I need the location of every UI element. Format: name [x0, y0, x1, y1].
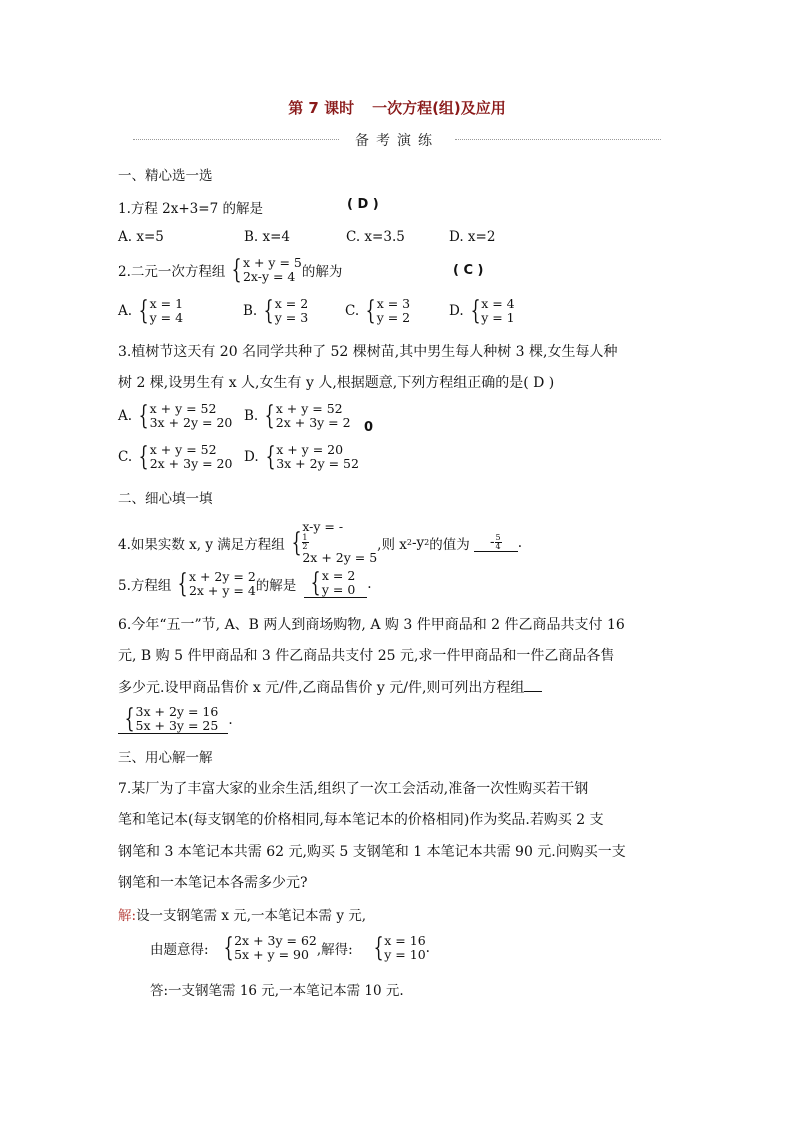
q7-solve-label: ,解得: — [316, 942, 353, 958]
q7-solution-intro — [118, 904, 366, 924]
q4-eq1-den: 2 — [302, 542, 308, 551]
q3-c-r1: x + y = 52 — [149, 442, 217, 457]
q2-eq1: x + y = 5 — [242, 255, 302, 270]
divider-right — [455, 139, 661, 140]
q6-answer — [118, 705, 233, 734]
q5-prefix: 5.方程组 — [118, 577, 172, 594]
q2-option-d: D. { x = 4 y = 1 — [449, 296, 515, 326]
q3-label-d: D. — [244, 449, 259, 465]
q4-eq1-left: x-y = - — [302, 519, 344, 534]
q7-eq2: 5x + y = 90 — [234, 947, 309, 962]
q7-line-2: 笔和笔记本(每支钢笔的价格相同,每本笔记本的价格相同)作为奖品.若购买 2 支 — [118, 812, 604, 828]
section-heading-fill: 二、细心填一填 — [118, 491, 213, 507]
q5-stem — [118, 569, 372, 598]
q3-label-a: A. — [118, 408, 133, 424]
q4-eq2: 2x + 2y = 5 — [302, 550, 378, 565]
q3-option-c: C. { x + y = 52 2x + 3y = 20 — [118, 442, 233, 472]
q3-option-b: B. { x + y = 52 2x + 3y = 2 — [244, 401, 351, 431]
q2-a-r2: y = 4 — [149, 310, 184, 325]
q3-c-r2: 2x + 3y = 20 — [149, 456, 233, 471]
q6-line-3-text: 多少元.设甲商品售价 x 元/件,乙商品售价 y 元/件,则可列出方程组 — [118, 680, 525, 696]
q3-option-d: D. { x + y = 20 3x + 2y = 52 — [244, 442, 359, 472]
q7-line-1: 7.某厂为了丰富大家的业余生活,组织了一次工会活动,准备一次性购买若干钢 — [118, 781, 589, 797]
q3-d-r1: x + y = 20 — [276, 442, 344, 457]
title-lesson: 第 7 课时 — [288, 99, 355, 117]
q3-option-a: A. { x + y = 52 3x + 2y = 20 — [118, 401, 233, 431]
q2-option-a: A. { x = 1 y = 4 — [118, 296, 184, 326]
section-heading-solve: 三、用心解一解 — [118, 750, 213, 766]
q7-result-x: x = 16 — [384, 933, 426, 948]
q4-answer-num: 5 — [495, 532, 501, 542]
q2-stem — [118, 256, 342, 284]
q6-line-2: 元, B 购 5 件甲商品和 3 件乙商品共支付 25 元,求一件甲商品和一件乙商品各售 — [118, 648, 615, 664]
q2-d-r1: x = 4 — [481, 296, 515, 311]
q3-b-r1: x + y = 52 — [275, 401, 343, 416]
q2-prefix: 2.二元一次方程组 — [118, 264, 226, 280]
q4-eq1-fraction — [302, 534, 377, 551]
q4-prefix: 4.如果实数 x, y 满足方程组 — [118, 536, 285, 553]
q2-d-r2: y = 1 — [481, 310, 515, 325]
q3-a-r2: 3x + 2y = 20 — [149, 415, 233, 430]
q1-option-b: B. x=4 — [244, 229, 291, 245]
q7-solution-label: 解: — [118, 908, 137, 924]
q6-eq1: 3x + 2y = 16 — [135, 704, 219, 719]
q3-line-2: 树 2 棵,设男生有 x 人,女生有 y 人,根据题意,下列方程组正确的是( D ) — [118, 375, 555, 391]
q2-label-c: C. — [345, 303, 360, 319]
q4-end: . — [517, 534, 523, 551]
q4-stem — [118, 520, 522, 565]
q2-c-r2: y = 2 — [376, 310, 411, 325]
q3-label-c: C. — [118, 449, 133, 465]
q6-eq2: 5x + 3y = 25 — [135, 718, 219, 733]
q4-system: { x-y = - 1 2 2x + 2y = 5 — [291, 519, 378, 565]
q3-line-1: 3.植树节这天有 20 名同学共种了 52 棵树苗,其中男生每人种树 3 棵,女生每人种 — [118, 344, 618, 360]
q5-answer-blank: { x = 2 y = 0 — [304, 569, 367, 598]
q4-answer-fraction — [495, 534, 502, 551]
q6-answer-blank: { 3x + 2y = 16 5x + 3y = 25 — [118, 705, 228, 734]
q7-solution-line: 设一支钢笔需 x 元,一本笔记本需 y 元, — [136, 908, 367, 924]
q2-answer: ( C ) — [453, 263, 484, 278]
q2-label-a: A. — [118, 303, 133, 319]
q5-suffix: 的解是 — [255, 577, 297, 594]
q7-line-4: 钢笔和一本笔记本各需多少元? — [118, 875, 308, 891]
q6-line-3 — [118, 677, 542, 697]
q4-mid2: -y — [411, 534, 425, 551]
section-banner: 备考演练 — [355, 133, 439, 149]
q5-answer-y: y = 0 — [321, 582, 356, 597]
q5-eq1: x + 2y = 2 — [188, 568, 256, 584]
q4-tail: 的值为 — [429, 536, 470, 553]
q1-option-c: C. x=3.5 — [346, 229, 405, 245]
q4-answer-den: 4 — [495, 541, 501, 551]
q5-answer-x: x = 2 — [321, 568, 356, 583]
q7-result: { x = 16 y = 10 — [373, 933, 426, 963]
q3-b-r2: 2x + 3y = 2 — [275, 415, 351, 430]
q4-mid: ,则 x — [377, 536, 407, 553]
q7-eq1: 2x + 3y = 62 — [234, 933, 317, 948]
q7-line-3: 钢笔和 3 本笔记本共需 62 元,购买 5 支钢笔和 1 本笔记本共需 90 元.问购买一支 — [118, 844, 626, 860]
title-topic: 一次方程(组)及应用 — [372, 99, 506, 117]
q4-answer-blank — [474, 534, 518, 552]
q3-d-r2: 3x + 2y = 52 — [276, 456, 359, 471]
q5-eq2: 2x + y = 4 — [188, 582, 256, 598]
q2-label-b: B. — [243, 303, 258, 319]
q4-sup-y: 2 — [424, 538, 430, 547]
q7-answer-line: 答:一支钢笔需 16 元,一本笔记本需 10 元. — [150, 983, 404, 999]
q1-answer: ( D ) — [347, 197, 379, 212]
q5-system: { x + 2y = 2 2x + y = 4 — [178, 568, 256, 599]
q1-stem: 1.方程 2x+3=7 的解是 — [118, 201, 263, 217]
q4-answer-sign: - — [489, 533, 495, 550]
page-title — [0, 97, 794, 118]
q2-suffix: 的解为 — [301, 264, 343, 280]
q2-c-r1: x = 3 — [376, 296, 411, 311]
q3-stray-mark: 0 — [364, 420, 374, 435]
q3-a-r1: x + y = 52 — [149, 401, 217, 416]
q2-eq2: 2x-y = 4 — [242, 269, 296, 284]
q3-label-b: B. — [244, 408, 259, 424]
q1-option-a: A. x=5 — [118, 229, 164, 245]
q5-end: . — [367, 575, 372, 592]
q4-sup-x: 2 — [406, 538, 412, 547]
q2-b-r1: x = 2 — [274, 296, 309, 311]
q7-result-y: y = 10 — [384, 947, 426, 962]
q7-end: . — [425, 940, 430, 956]
q7-system-line — [150, 934, 430, 962]
q2-option-b: B. { x = 2 y = 3 — [243, 296, 309, 326]
q7-given: 由题意得: — [150, 942, 209, 958]
q2-a-r1: x = 1 — [149, 296, 184, 311]
q2-system: { x + y = 5 2x-y = 4 — [232, 255, 302, 285]
q4-eq1-num: 1 — [302, 533, 308, 542]
q2-b-r2: y = 3 — [274, 310, 309, 325]
q1-option-d: D. x=2 — [449, 229, 496, 245]
q2-label-d: D. — [449, 303, 464, 319]
q7-system: { 2x + 3y = 62 5x + y = 90 — [223, 933, 317, 963]
section-heading-choice: 一、精心选一选 — [118, 168, 213, 184]
q6-blank-lead — [524, 691, 542, 692]
q6-end: . — [228, 711, 233, 728]
q6-line-1: 6.今年“五一”节, A、B 两人到商场购物, A 购 3 件甲商品和 2 件乙商品共支付 16 — [118, 617, 625, 633]
q2-option-c: C. { x = 3 y = 2 — [345, 296, 411, 326]
